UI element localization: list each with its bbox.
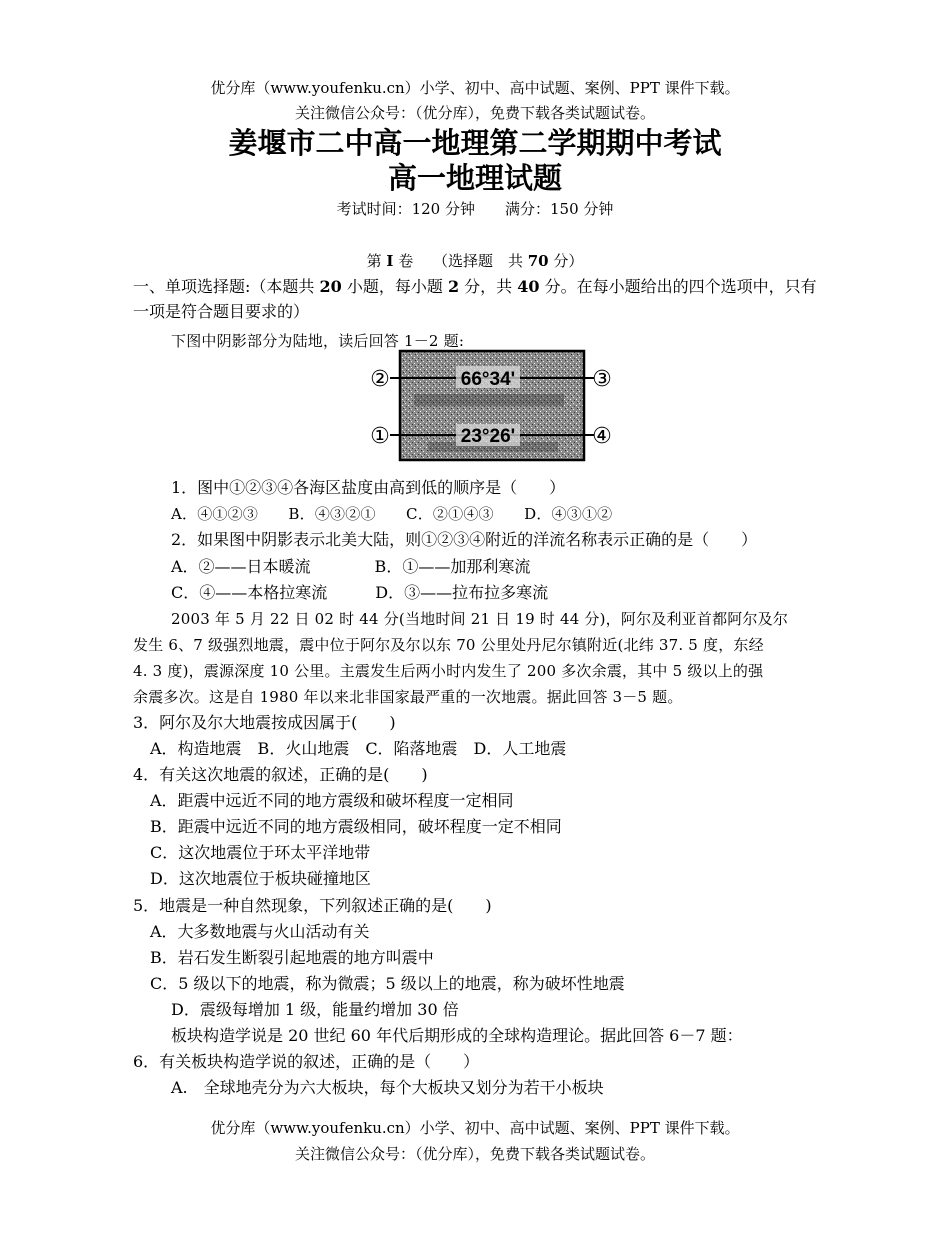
q2-options-ab: A．②——日本暖流 B．①——加那利寒流 <box>171 557 531 576</box>
plate-intro: 板块构造学说是 20 世纪 60 年代后期形成的全球构造理论。据此回答 6－7 题： <box>171 1026 743 1045</box>
q2-stem: 2．如果图中阴影表示北美大陆，则①②③④附近的洋流名称表示正确的是（ ） <box>171 530 758 549</box>
instructions-line-1 <box>133 276 817 298</box>
instr-e: 分，共 <box>459 277 518 296</box>
exam-subtitle: 高一地理试题 <box>387 161 562 195</box>
instr-c: 小题，每小题 <box>341 277 448 296</box>
q3-options: A．构造地震 B．火山地震 C．陷落地震 D．人工地震 <box>150 739 567 758</box>
q1-options: A．④①②③ B．④③②① C．②①④③ D．④③①② <box>171 505 613 523</box>
exam-title: 姜堰市二中高一地理第二学期期中考试 <box>228 126 722 160</box>
section-part-c: 卷 （选择题 共 <box>393 252 528 270</box>
q4-stem: 4．有关这次地震的叙述，正确的是( ) <box>133 765 428 784</box>
q6-option-a: A. 全球地壳分为六大板块，每个大板块又划分为若干小板块 <box>171 1078 604 1097</box>
map-figure <box>368 348 618 462</box>
q1-stem: 1．图中①②③④各海区盐度由高到低的顺序是（ ） <box>171 478 566 497</box>
instr-g: 分。在每小题给出的四个选项中，只有 <box>539 277 817 296</box>
instr-d: 2 <box>447 277 460 296</box>
footer-line-2: 关注微信公众号：（优分库），免费下载各类试题试卷。 <box>294 1145 655 1163</box>
header-line-2: 关注微信公众号：（优分库），免费下载各类试题试卷。 <box>294 104 655 122</box>
q2-options-cd: C．④——本格拉寒流 D．③——拉布拉多寒流 <box>171 583 549 602</box>
q5-option-c: C．5 级以下的地震，称为微震；5 级以上的地震，称为破坏性地震 <box>150 974 625 993</box>
section-part-e: 分） <box>548 252 584 270</box>
section-heading <box>0 250 950 272</box>
passage-line-4: 余震多次。这是自 1980 年以来北非国家最严重的一次地震。据此回答 3－5 题。 <box>133 688 683 706</box>
q3-stem: 3．阿尔及尔大地震按成因属于( ) <box>133 713 396 732</box>
section-part-d: 70 <box>527 252 549 270</box>
q6-stem: 6．有关板块构造学说的叙述，正确的是（ ） <box>133 1052 480 1071</box>
instr-b: 20 <box>319 277 342 296</box>
exam-info: 考试时间：120 分钟 满分：150 分钟 <box>336 200 614 218</box>
q4-option-d: D．这次地震位于板块碰撞地区 <box>150 869 371 888</box>
latitude-label-bottom: 23°26' <box>460 426 516 447</box>
header-line-1: 优分库（www.youfenku.cn）小学、初中、高中试题、案例、PPT 课件下载。 <box>210 79 740 97</box>
map-intro: 下图中阴影部分为陆地，读后回答 1－2 题: <box>171 332 465 350</box>
instructions-line-2: 一项是符合题目要求的） <box>133 302 310 321</box>
passage-line-1: 2003 年 5 月 22 日 02 时 44 分(当地时间 21 日 19 时 44 分)，阿尔及利亚首都阿尔及尔 <box>171 610 789 628</box>
marker-2: ② <box>370 367 390 392</box>
footer-line-1: 优分库（www.youfenku.cn）小学、初中、高中试题、案例、PPT 课件下载。 <box>210 1119 740 1137</box>
q4-option-c: C．这次地震位于环太平洋地带 <box>150 843 371 862</box>
q5-option-a: A．大多数地震与火山活动有关 <box>150 922 370 941</box>
passage-line-3: 4. 3 度)，震源深度 10 公里。主震发生后两小时内发生了 200 多次余震，其中 5 级以上的强 <box>133 662 764 680</box>
instr-a: 一、单项选择题:（本题共 <box>133 277 320 296</box>
q5-option-d: D．震级每增加 1 级，能量约增加 30 倍 <box>171 1000 459 1019</box>
marker-3: ③ <box>592 367 612 392</box>
q4-option-b: B．距震中远近不同的地方震级相同，破坏程度一定不相同 <box>150 817 562 836</box>
q5-stem: 5．地震是一种自然现象，下列叙述正确的是( ) <box>133 896 492 915</box>
instr-f: 40 <box>517 277 540 296</box>
section-part-a: 第 <box>366 252 387 270</box>
marker-4: ④ <box>592 424 612 449</box>
q4-option-a: A．距震中远近不同的地方震级和破坏程度一定相同 <box>150 791 514 810</box>
marker-1: ① <box>370 424 390 449</box>
q5-option-b: B．岩石发生断裂引起地震的地方叫震中 <box>150 948 434 967</box>
latitude-label-top: 66°34' <box>460 369 516 390</box>
section-part-b: I <box>386 252 394 270</box>
passage-line-2: 发生 6、7 级强烈地震，震中位于阿尔及尔以东 70 公里处丹尼尔镇附近(北纬 37. 5 度，东经 <box>133 636 764 654</box>
